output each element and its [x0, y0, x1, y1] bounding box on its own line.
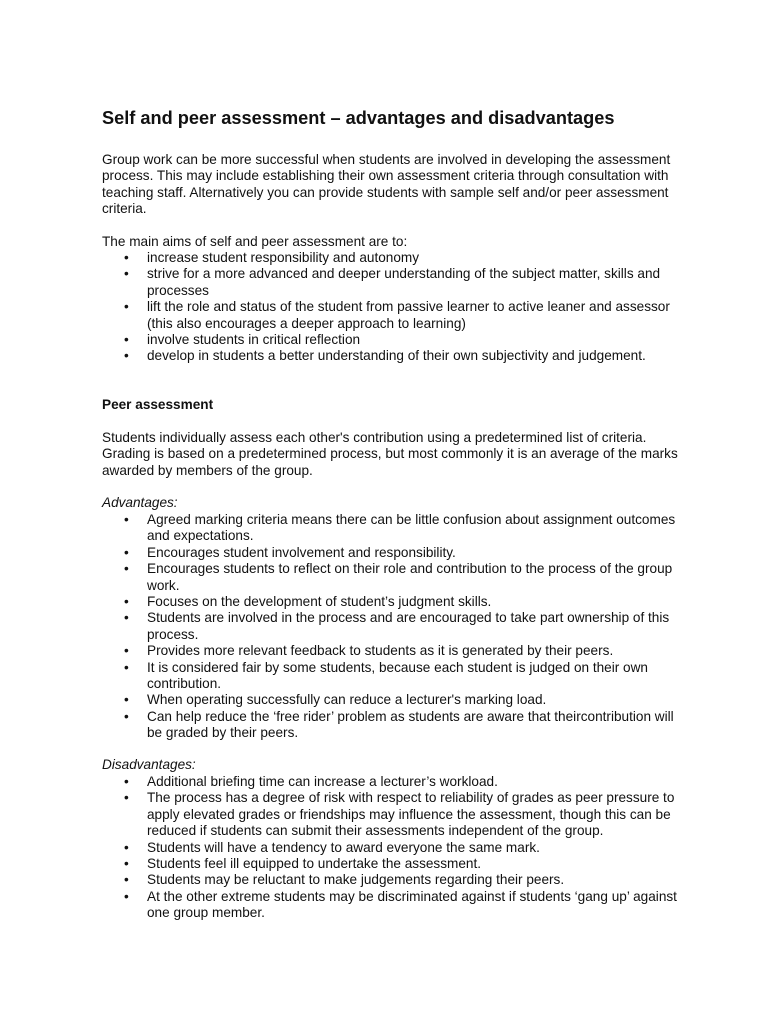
bullet-icon: • [124, 348, 129, 364]
disadvantages-list-item [0, 872, 770, 888]
disadvantages-list-item [0, 840, 770, 856]
aims-lead-text: The main aims of self and peer assessment are to: [102, 234, 408, 249]
advantages-list-item-text: Encourages student involvement and responsibility. [147, 544, 456, 560]
aims-list-item-text: develop in students a better understanding of their own subjectivity and judgement. [147, 348, 646, 364]
bullet-icon: • [124, 266, 129, 282]
advantages-list-item [0, 561, 770, 594]
bullet-icon: • [124, 299, 129, 315]
disadvantages-list [0, 774, 770, 922]
aims-list-item [0, 250, 770, 266]
peer-line: Grading is based on a predetermined process, but most commonly it is an average of the marks [102, 446, 678, 462]
advantages-list [0, 512, 770, 742]
advantages-list-item [0, 709, 770, 742]
aims-list-item [0, 348, 770, 364]
aims-list [0, 250, 770, 365]
advantages-list-item [0, 545, 770, 561]
bullet-icon: • [124, 839, 129, 855]
advantages-list-item-text: Agreed marking criteria means there can be little confusion about assignment outcomes [147, 512, 676, 527]
advantages-list-item [0, 610, 770, 643]
advantages-list-item [0, 660, 770, 693]
disadvantages-list-item-text: Students may be reluctant to make judgements regarding their peers. [147, 872, 565, 888]
aims-list-item-text: lift the role and status of the student from passive learner to active leaner and assessor [147, 299, 670, 315]
bullet-icon: • [124, 872, 129, 888]
aims-lead [102, 234, 692, 250]
bullet-icon: • [124, 856, 129, 872]
bullet-icon: • [124, 643, 129, 659]
disadvantages-list-item-text: Students will have a tendency to award everyone the same mark. [147, 839, 540, 855]
disadvantages-list-item-text: Additional briefing time can increase a lecturer’s workload. [147, 774, 498, 789]
aims-list-item [0, 332, 770, 348]
disadvantages-list-item [0, 889, 770, 922]
advantages-list-item [0, 643, 770, 659]
aims-list-item-text: processes [147, 282, 209, 298]
aims-list-item [0, 266, 770, 299]
advantages-list-item-text: contribution. [147, 676, 222, 692]
aims-list-item-text: involve students in critical reflection [147, 332, 361, 348]
intro-line: Group work can be more successful when students are involved in developing the assessment [102, 152, 671, 167]
bullet-icon: • [124, 332, 129, 348]
intro-paragraph [102, 152, 692, 218]
advantages-list-item-text: process. [147, 626, 199, 642]
advantages-list-item [0, 692, 770, 708]
advantages-list-item [0, 594, 770, 610]
advantages-list-item-text: Encourages students to reflect on their role and contribution to the process of the group [147, 561, 673, 577]
peer-line: awarded by members of the group. [102, 462, 313, 478]
peer-paragraph [102, 430, 692, 479]
advantages-list-item-text: When operating successfully can reduce a lecturer's marking load. [147, 692, 547, 708]
peer-line: Students individually assess each other's contribution using a predetermined list of criteria. [102, 430, 647, 445]
bullet-icon: • [124, 250, 129, 265]
advantages-label: Advantages: [102, 495, 178, 510]
advantages-list-item-text: Students are involved in the process and are encouraged to take part ownership of this [147, 610, 670, 626]
advantages-list-item-text: Can help reduce the ‘free rider’ problem as students are aware that theircontribution will [147, 708, 674, 724]
disadvantages-list-item-text: apply elevated grades or friendships may influence the assessment, though this can be [147, 806, 671, 822]
intro-line: process. This may include establishing their own assessment criteria through consultation with [102, 168, 669, 184]
disadvantages-label: Disadvantages: [102, 757, 196, 772]
bullet-icon: • [124, 692, 129, 708]
disadvantages-list-item-text: one group member. [147, 905, 265, 921]
aims-list-item-text: strive for a more advanced and deeper understanding of the subject matter, skills and [147, 266, 661, 282]
disadvantages-list-item [0, 774, 770, 790]
intro-line: criteria. [102, 201, 147, 217]
page-title: Self and peer assessment – advantages and disadvantages [102, 108, 615, 128]
advantages-list-item-text: It is considered fair by some students, because each student is judged on their own [147, 659, 648, 675]
intro-line: teaching staff. Alternatively you can provide students with sample self and/or peer assessment [102, 184, 669, 200]
disadvantages-list-item-text: reduced if students can submit their assessments independent of the group. [147, 823, 604, 839]
aims-list-item [0, 299, 770, 332]
bullet-icon: • [124, 790, 129, 806]
bullet-icon: • [124, 610, 129, 626]
disadvantages-list-item-text: At the other extreme students may be discriminated against if students ‘gang up’ against [147, 888, 677, 904]
bullet-icon: • [124, 512, 129, 527]
advantages-list-item-text: work. [147, 577, 180, 593]
bullet-icon: • [124, 561, 129, 577]
advantages-list-item-text: and expectations. [147, 528, 254, 544]
advantages-list-item-text: Focuses on the development of student’s judgment skills. [147, 594, 492, 610]
bullet-icon: • [124, 544, 129, 560]
aims-list-item-text: (this also encourages a deeper approach to learning) [147, 315, 466, 331]
advantages-list-item-text: Provides more relevant feedback to students as it is generated by their peers. [147, 643, 614, 659]
bullet-icon: • [124, 774, 129, 789]
bullet-icon: • [124, 594, 129, 610]
disadvantages-list-item [0, 790, 770, 839]
section-heading-peer-assessment: Peer assessment [102, 397, 214, 412]
advantages-list-item [0, 512, 770, 545]
bullet-icon: • [124, 708, 129, 724]
advantages-list-item-text: be graded by their peers. [147, 725, 299, 741]
disadvantages-list-item-text: Students feel ill equipped to undertake the assessment. [147, 856, 482, 872]
bullet-icon: • [124, 888, 129, 904]
aims-list-item-text: increase student responsibility and autonomy [147, 250, 420, 265]
bullet-icon: • [124, 659, 129, 675]
disadvantages-list-item-text: The process has a degree of risk with respect to reliability of grades as peer pressure to [147, 790, 675, 806]
disadvantages-list-item [0, 856, 770, 872]
